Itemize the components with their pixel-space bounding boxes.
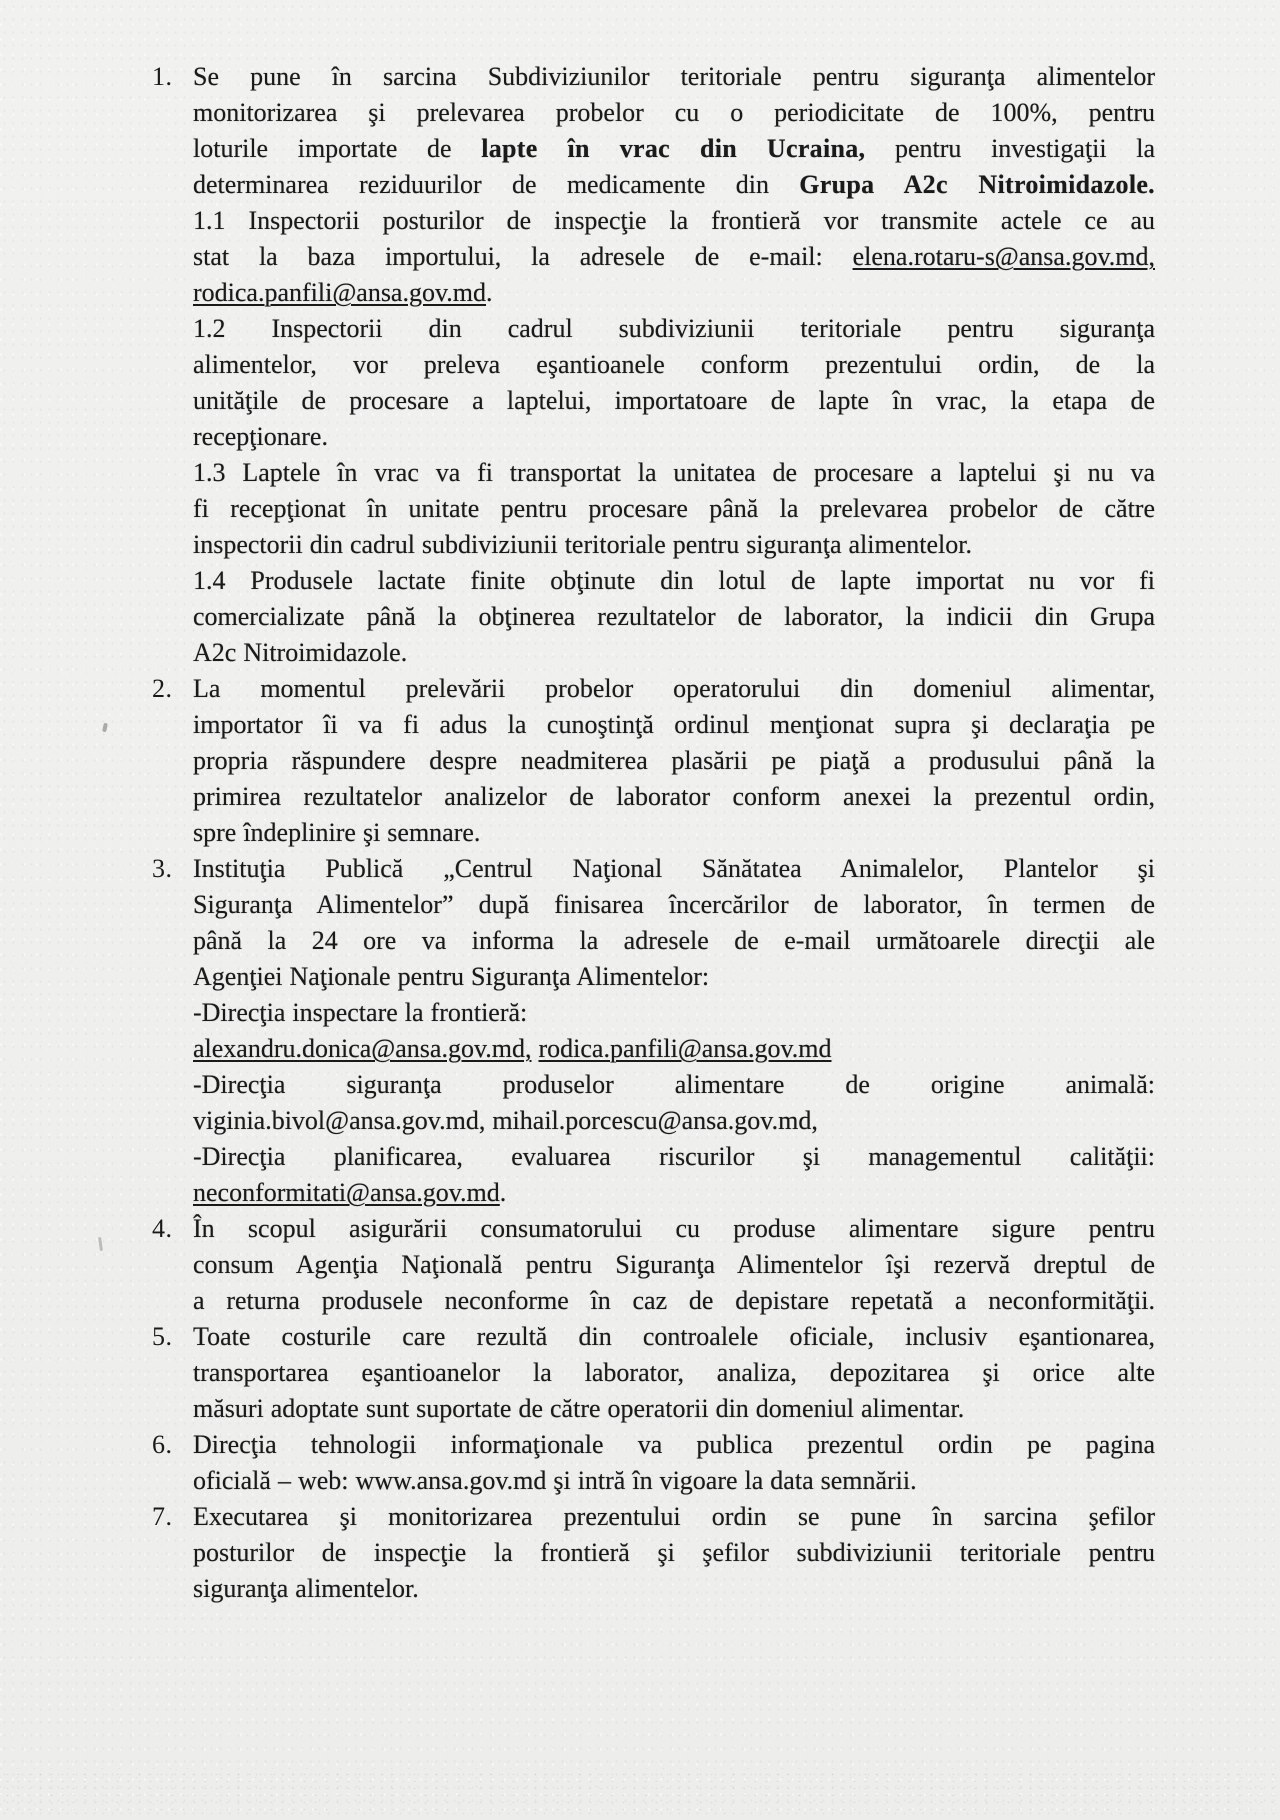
text-line (193, 383, 1155, 419)
text-line (193, 1211, 1155, 1247)
text-line (193, 1283, 1155, 1319)
list-item (152, 59, 1155, 203)
text-line (193, 1031, 1155, 1067)
text-segment: fi recepţionat în unitate pentru procesare până la prelevarea probelor de către (193, 494, 1155, 523)
text-line (193, 239, 1155, 275)
text-line (193, 1391, 1155, 1427)
text-segment: recepţionare. (193, 422, 328, 451)
text-line (193, 131, 1155, 167)
text-segment: comercializate până la obţinerea rezultatelor de laborator, la indicii din Grupa (193, 602, 1155, 631)
text-segment: spre îndeplinire şi semnare. (193, 818, 481, 847)
text-segment: transportarea eşantioanelor la laborator, analiza, depozitarea şi orice alte (193, 1358, 1155, 1387)
text-line (193, 419, 1155, 455)
text-line (193, 599, 1155, 635)
email-text: alexandru.donica@ansa.gov.md, (193, 1034, 532, 1063)
text-line (193, 671, 1155, 707)
text-line (193, 1175, 1155, 1211)
text-segment: determinarea reziduurilor de medicamente din (193, 170, 800, 199)
text-line (193, 1535, 1155, 1571)
text-line (193, 707, 1155, 743)
text-line (193, 635, 1155, 671)
text-segment: propria răspundere despre neadmiterea plasării pe piaţă a produsului până la (193, 746, 1155, 775)
text-line (193, 275, 1155, 311)
text-segment: până la 24 ore va informa la adresele de e-mail următoarele direcţii ale (193, 926, 1155, 955)
text-line (193, 1355, 1155, 1391)
text-segment: Executarea şi monitorizarea prezentului ordin se pune în sarcina şefilor (193, 1502, 1155, 1531)
sub-paragraph (152, 563, 1155, 671)
sub-paragraph (152, 455, 1155, 563)
email-text: rodica.panfili@ansa.gov.md (538, 1034, 832, 1063)
item-number: 5. (152, 1322, 173, 1351)
text-segment: viginia.bivol@ansa.gov.md, mihail.porcescu@ansa.gov.md, (193, 1106, 818, 1135)
item-number: 7. (152, 1502, 173, 1531)
text-line (193, 59, 1155, 95)
scan-speck (102, 723, 108, 733)
text-segment: monitorizarea şi prelevarea probelor cu o periodicitate de 100%, pentru (193, 98, 1155, 127)
text-line (193, 1463, 1155, 1499)
scan-noise-band (0, 1768, 1280, 1812)
text-line (193, 95, 1155, 131)
list-item (152, 1499, 1155, 1607)
text-line (193, 1067, 1155, 1103)
text-line (193, 491, 1155, 527)
text-segment: Direcţia tehnologii informaţionale va publica prezentul ordin pe pagina (193, 1430, 1155, 1459)
text-segment: 1.3 Laptele în vrac va fi transportat la unitatea de procesare a laptelui şi nu va (193, 458, 1155, 487)
text-line (193, 779, 1155, 815)
text-line (193, 923, 1155, 959)
text-segment: Toate costurile care rezultă din controalele oficiale, inclusiv eşantionarea, (193, 1322, 1155, 1351)
text-segment: unităţile de procesare a laptelui, importatoare de lapte în vrac, la etapa de (193, 386, 1155, 415)
text-segment: siguranţa alimentelor. (193, 1574, 419, 1603)
text-line (193, 1427, 1155, 1463)
text-segment: 1.2 Inspectorii din cadrul subdiviziunii teritoriale pentru siguranţa (193, 314, 1155, 343)
list-item (152, 671, 1155, 851)
text-segment: Siguranţa Alimentelor” după finisarea încercărilor de laborator, în termen de (193, 890, 1155, 919)
text-segment: 1.1 Inspectorii posturilor de inspecţie la frontieră vor transmite actele ce au (193, 206, 1155, 235)
item-number: 3. (152, 854, 173, 883)
text-line (193, 1103, 1155, 1139)
text-segment: Se pune în sarcina Subdiviziunilor teritoriale pentru siguranţa alimentelor (193, 62, 1155, 91)
text-line (193, 959, 1155, 995)
text-line (193, 1139, 1155, 1175)
text-line (193, 167, 1155, 203)
text-line (193, 455, 1155, 491)
text-line (193, 203, 1155, 239)
text-segment: primirea rezultatelor analizelor de laborator conform anexei la prezentul ordin, (193, 782, 1155, 811)
text-segment: -Direcţia planificarea, evaluarea riscurilor şi managementul calităţii: (193, 1142, 1155, 1171)
text-segment: alimentelor, vor preleva eşantioanele conform prezentului ordin, de la (193, 350, 1155, 379)
document-body (152, 59, 1155, 1607)
text-line (193, 311, 1155, 347)
text-segment: pentru investigaţii la (865, 134, 1156, 163)
text-segment: În scopul asigurării consumatorului cu produse alimentare sigure pentru (193, 1214, 1155, 1243)
list-item (152, 851, 1155, 1211)
text-segment: 1.4 Produsele lactate finite obţinute din lotul de lapte importat nu vor fi (193, 566, 1155, 595)
email-text: rodica.panfili@ansa.gov.md (193, 278, 487, 307)
text-segment: oficială – web: www.ansa.gov.md şi intră în vigoare la data semnării. (193, 1466, 917, 1495)
text-line (193, 347, 1155, 383)
text-segment: -Direcţia inspectare la frontieră: (193, 998, 528, 1027)
text-segment: importator îi va fi adus la cunoştinţă ordinul menţionat supra şi declaraţia pe (193, 710, 1155, 739)
text-line (193, 527, 1155, 563)
text-segment: stat la baza importului, la adresele de e-mail: (193, 242, 853, 271)
list-item (152, 1427, 1155, 1499)
text-segment: Agenţiei Naţionale pentru Siguranţa Alimentelor: (193, 962, 710, 991)
text-line (193, 563, 1155, 599)
text-segment: măsuri adoptate sunt suportate de către operatorii din domeniul alimentar. (193, 1394, 965, 1423)
text-segment: Instituţia Publică „Centrul Naţional Sănătatea Animalelor, Plantelor şi (193, 854, 1155, 883)
text-segment: La momentul prelevării probelor operatorului din domeniul alimentar, (193, 674, 1155, 703)
scan-speck (98, 1237, 103, 1251)
text-line (193, 743, 1155, 779)
bold-text: Grupa A2c Nitroimidazole. (799, 170, 1155, 199)
list-item (152, 1319, 1155, 1427)
text-segment: A2c Nitroimidazole. (193, 638, 408, 667)
text-line (193, 1499, 1155, 1535)
email-text: elena.rotaru-s@ansa.gov.md, (852, 242, 1155, 271)
text-segment: . (486, 278, 493, 307)
text-line (193, 1571, 1155, 1607)
text-line (193, 1319, 1155, 1355)
sub-paragraph (152, 311, 1155, 455)
text-segment: inspectorii din cadrul subdiviziunii teritoriale pentru siguranţa alimentelor. (193, 530, 972, 559)
text-line (193, 851, 1155, 887)
text-line (193, 887, 1155, 923)
text-segment: posturilor de inspecţie la frontieră şi şefilor subdiviziunii teritoriale pentru (193, 1538, 1155, 1567)
text-segment: a returna produsele neconforme în caz de depistare repetată a neconformităţii. (193, 1286, 1155, 1315)
text-segment: . (499, 1178, 507, 1207)
text-line (193, 1247, 1155, 1283)
item-number: 2. (152, 674, 173, 703)
item-number: 1. (152, 62, 173, 91)
text-segment: consum Agenţia Naţională pentru Siguranţa Alimentelor îşi rezervă dreptul de (193, 1250, 1155, 1279)
bold-text: lapte în vrac din Ucraina, (481, 134, 866, 163)
item-number: 6. (152, 1430, 173, 1459)
text-segment: -Direcţia siguranţa produselor alimentare de origine animală: (193, 1070, 1155, 1099)
item-number: 4. (152, 1214, 173, 1243)
text-segment: loturile importate de (193, 134, 482, 163)
text-line (193, 995, 1155, 1031)
email-text: neconformitati@ansa.gov.md (193, 1178, 500, 1207)
text-line (193, 815, 1155, 851)
list-item (152, 1211, 1155, 1319)
sub-paragraph (152, 203, 1155, 311)
